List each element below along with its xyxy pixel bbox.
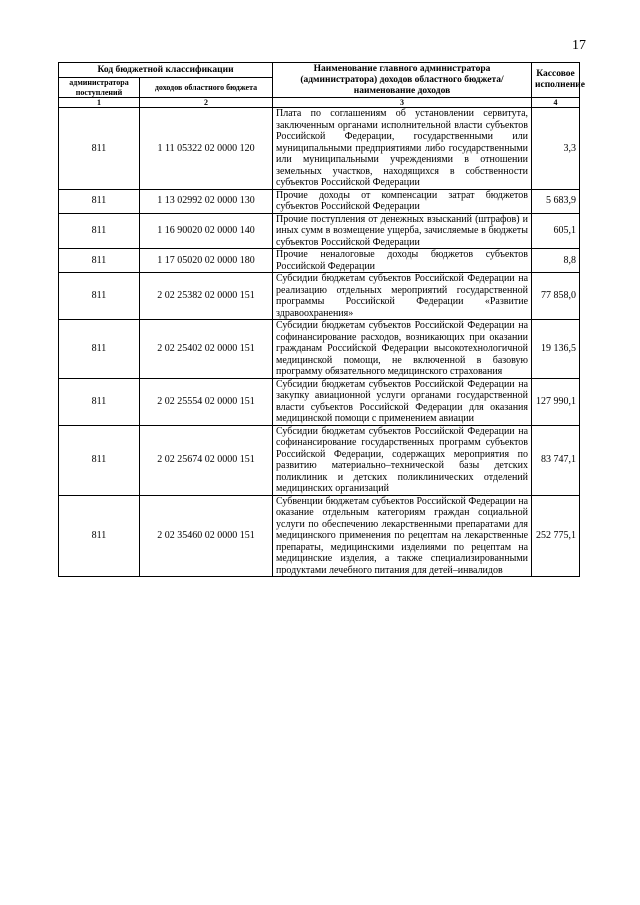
revenue-name-cell: Прочие поступления от денежных взысканий (штрафов) и иных сумм в возмещение ущерба, зачисляемые в бюджеты субъектов Российской Федерации (273, 213, 532, 249)
admin-code-cell: 811 (59, 425, 140, 495)
budget-code-cell: 2 02 25402 02 0000 151 (140, 320, 273, 379)
revenue-name-cell: Субсидии бюджетам субъектов Российской Федерации на реализацию отдельных мероприятий государственной программы Российской Федерации «Развитие здравоохранения» (273, 273, 532, 320)
budget-code-cell: 1 11 05322 02 0000 120 (140, 108, 273, 190)
amount-cell: 127 990,1 (532, 378, 580, 425)
column-number: 4 (532, 98, 580, 108)
revenue-name-cell: Прочие доходы от компенсации затрат бюджетов субъектов Российской Федерации (273, 189, 532, 213)
table-row (59, 425, 580, 495)
amount-cell: 77 858,0 (532, 273, 580, 320)
admin-code-cell: 811 (59, 495, 140, 577)
revenue-name-cell: Прочие неналоговые доходы бюджетов субъектов Российской Федерации (273, 249, 532, 273)
admin-code-cell: 811 (59, 189, 140, 213)
revenue-name-cell: Плата по соглашениям об установлении сервитута, заключенным органами исполнительной власти субъектов Российской Федерации, государственными или муниципальными предприятиями либо государственными или муниципальными учреждениями в отношении земельных участков, находящихся в собственности субъектов Российской Федерации (273, 108, 532, 190)
admin-code-cell: 811 (59, 378, 140, 425)
admin-code-cell: 811 (59, 273, 140, 320)
budget-code-cell: 2 02 25674 02 0000 151 (140, 425, 273, 495)
table-row (59, 189, 580, 213)
header-row-1 (59, 63, 580, 78)
budget-code-cell: 2 02 25554 02 0000 151 (140, 378, 273, 425)
classification-group-header: Код бюджетной классификации (59, 63, 273, 78)
revenue-name-cell: Субвенции бюджетам субъектов Российской Федерации на оказание отдельным категориям граждан социальной услуги по обеспечению лекарственными препаратами для медицинского применения по рецептам на лекарственные препараты, медицинскими изделиями по рецептам на медицинские изделия, а также специализированными продуктами лечебного питания для детей–инвалидов (273, 495, 532, 577)
revenue-name-cell: Субсидии бюджетам субъектов Российской Федерации на закупку авиационной услуги органами государственной власти субъектов Российской Федерации для оказания медицинской помощи с применением авиации (273, 378, 532, 425)
amount-cell: 252 775,1 (532, 495, 580, 577)
page-number: 17 (572, 38, 586, 53)
amount-cell: 3,3 (532, 108, 580, 190)
name-column-header: Наименование главного администратора (администратора) доходов областного бюджета/ наименование доходов (273, 63, 532, 98)
table-row (59, 320, 580, 379)
revenue-name-cell: Субсидии бюджетам субъектов Российской Федерации на софинансирование расходов, возникающих при оказании гражданам Российской Федерации высокотехнологичной медицинской помощи, не включенной в базовую программу обязательного медицинского страхования (273, 320, 532, 379)
regional-column-header: доходов областного бюджета (140, 78, 273, 98)
amount-cell: 8,8 (532, 249, 580, 273)
admin-code-cell: 811 (59, 108, 140, 190)
admin-code-cell: 811 (59, 249, 140, 273)
budget-code-cell: 2 02 25382 02 0000 151 (140, 273, 273, 320)
table-row (59, 108, 580, 190)
table-row (59, 273, 580, 320)
table-row (59, 249, 580, 273)
column-number: 2 (140, 98, 273, 108)
column-number: 1 (59, 98, 140, 108)
table-row (59, 378, 580, 425)
table-row (59, 495, 580, 577)
budget-code-cell: 1 17 05020 02 0000 180 (140, 249, 273, 273)
table-row (59, 213, 580, 249)
admin-code-cell: 811 (59, 320, 140, 379)
admin-code-cell: 811 (59, 213, 140, 249)
budget-code-cell: 1 16 90020 02 0000 140 (140, 213, 273, 249)
amount-cell: 605,1 (532, 213, 580, 249)
amount-cell: 83 747,1 (532, 425, 580, 495)
cash-column-header: Кассовое исполнение (532, 63, 580, 98)
column-number: 3 (273, 98, 532, 108)
admin-column-header: администратора поступлений (59, 78, 140, 98)
amount-cell: 5 683,9 (532, 189, 580, 213)
column-number-row (59, 98, 580, 108)
amount-cell: 19 136,5 (532, 320, 580, 379)
budget-code-cell: 2 02 35460 02 0000 151 (140, 495, 273, 577)
budget-revenue-table (58, 62, 585, 577)
revenue-name-cell: Субсидии бюджетам субъектов Российской Федерации на софинансирование государственных программ субъектов Российской Федерации, содержащих мероприятия по развитию материально–технической базы детских поликлиник и детских поликлинических отделений медицинских организаций (273, 425, 532, 495)
budget-code-cell: 1 13 02992 02 0000 130 (140, 189, 273, 213)
